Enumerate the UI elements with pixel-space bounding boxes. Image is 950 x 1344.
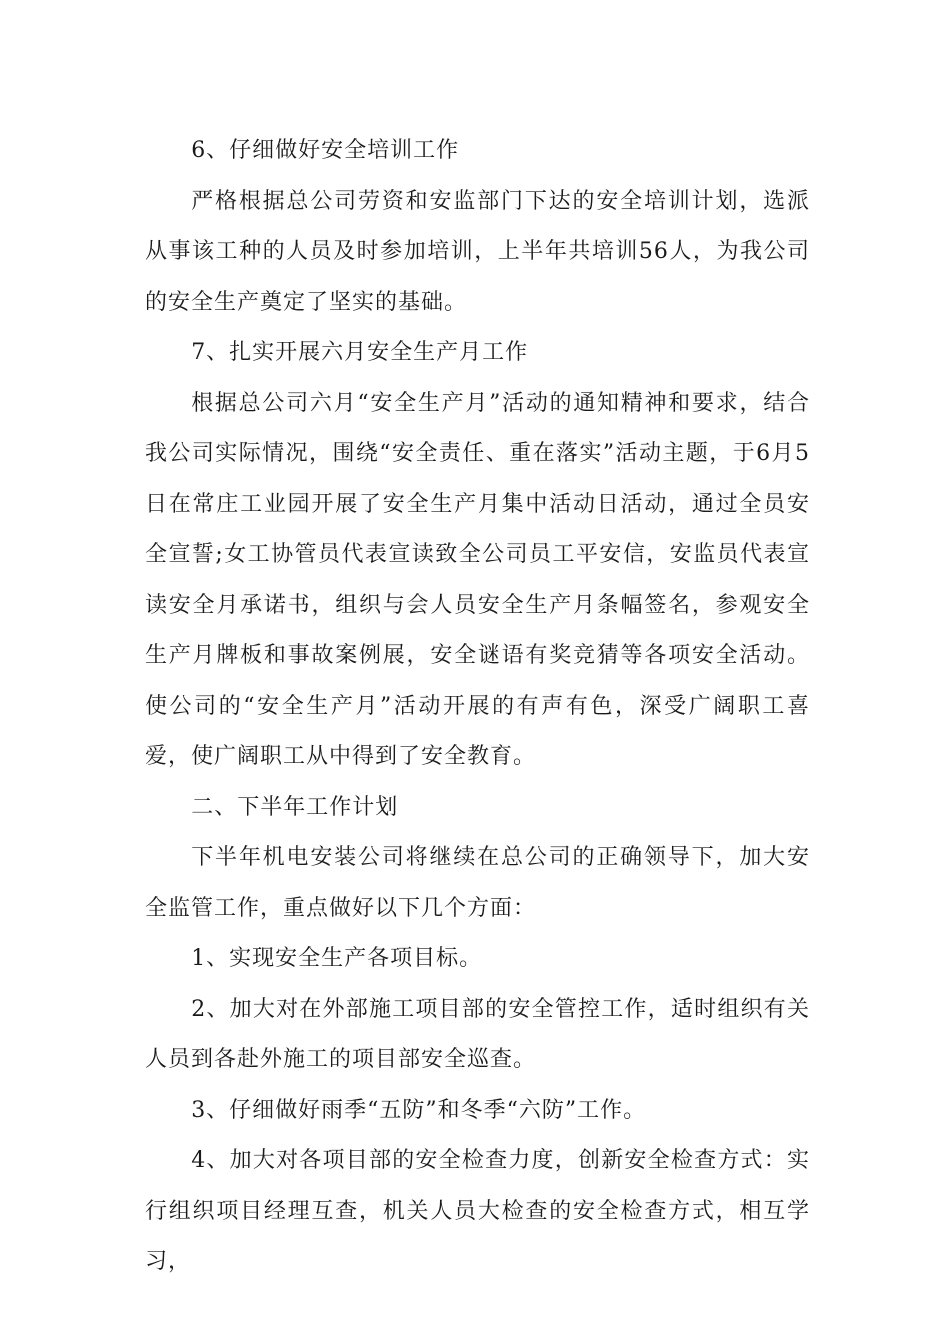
plan-item-1: 1、实现安全生产各项目标。 [191,946,483,971]
paragraph-safety-training: 严格根据总公司劳资和安监部门下达的安全培训计划，选派从事该工种的人员及时参加培训，上半年共培训56人，为我公司的安全生产奠定了坚实的基础。 [145,188,810,315]
heading-safety-month: 7、扎实开展六月安全生产月工作 [191,340,529,365]
paragraph-plan-intro: 下半年机电安装公司将继续在总公司的正确领导下，加大安全监管工作，重点做好以下几个方面： [145,845,810,921]
heading-second-half-plan: 二、下半年工作计划 [191,794,399,820]
document-body [145,126,810,1288]
paragraph-safety-month: 根据总公司六月“安全生产月”活动的通知精神和要求，结合我公司实际情况，围绕“安全责任、重在落实”活动主题，于6月5日在常庄工业园开展了安全生产月集中活动日活动，通过全员安全宣誓;女工协管员代表宣读致全公司员工平安信，安监员代表宣读安全月承诺书，组织与会人员安全生产月条幅签名，参观安全生产月牌板和事故案例展，安全谜语有奖竞猜等各项安全活动。使公司的“安全生产月”活动开展的有声有色，深受广阔职工喜爱，使广阔职工从中得到了安全教育。 [145,390,810,769]
plan-item-4: 4、加大对各项目部的安全检查力度，创新安全检查方式：实行组织项目经理互查，机关人员大检查的安全检查方式，相互学习， [145,1148,810,1274]
heading-safety-training: 6、仔细做好安全培训工作 [191,138,460,163]
plan-item-2: 2、加大对在外部施工项目部的安全管控工作，适时组织有关人员到各赴外施工的项目部安全巡查。 [145,996,810,1072]
plan-item-3: 3、仔细做好雨季“五防”和冬季“六防”工作。 [191,1097,647,1123]
